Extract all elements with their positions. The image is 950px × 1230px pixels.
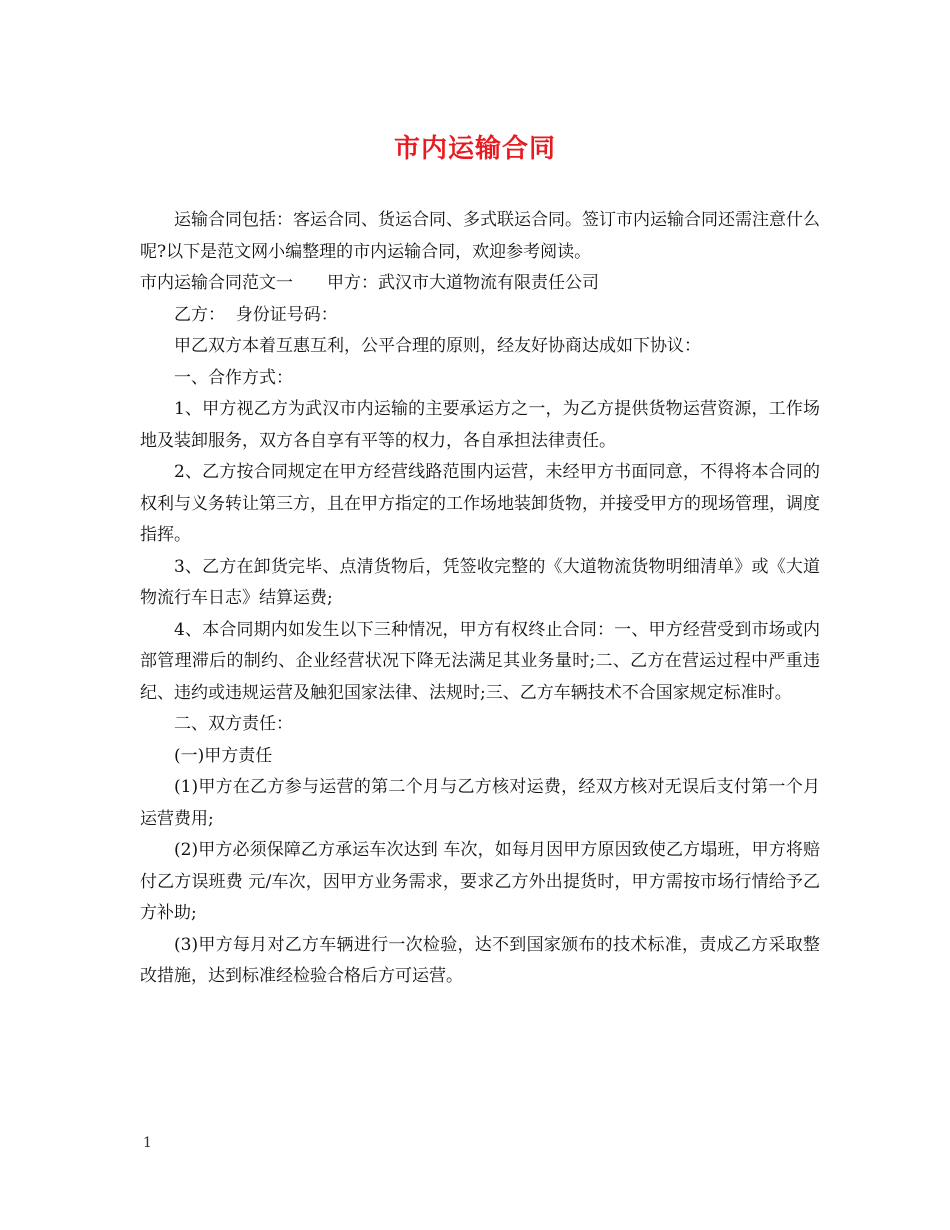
preamble-paragraph: 甲乙双方本着互惠互利，公平合理的原则，经友好协商达成如下协议： [174,336,701,356]
sub-heading-a: (一)甲方责任 [174,745,273,766]
item-3: (3)甲方每月对乙方车辆进行一次检验，达不到国家颁布的技术标准，责成乙方采取整改措施，达到标准经检验合格后方可运营。 [140,934,820,986]
party-a-line [140,268,820,300]
party-a: 甲方：武汉市大道物流有限责任公司 [327,273,599,293]
item-1: (1)甲方在乙方参与运营的第二个月与乙方核对运费，经双方核对无误后支付第一个月运营费用; [140,777,820,829]
party-b-line: 乙方： 身份证号码： [174,304,338,325]
document-title: 市内运输合同 [393,134,556,164]
item-2: (2)甲方必须保障乙方承运车次达到 车次，如每月因甲方原因致使乙方塌班，甲方将赔付乙方误班费 元/车次，因甲方业务需求，要求乙方外出提货时，甲方需按市场行情给予乙方补助; [140,840,820,923]
page-number: 1 [143,1135,152,1151]
clause-1: 1、甲方视乙方为武汉市内运输的主要承运方之一，为乙方提供货物运营资源，工作场地及装卸服务，双方各自享有平等的权力，各自承担法律责任。 [140,399,820,451]
clause-4: 4、本合同期内如发生以下三种情况，甲方有权终止合同：一、甲方经营受到市场或内部管理滞后的制约、企业经营状况下降无法满足其业务量时;二、乙方在营运过程中严重违纪、违约或违规运营及触犯国家法律、法规时;三、乙方车辆技术不合国家规定标准时。 [140,619,820,703]
intro-paragraph: 运输合同包括：客运合同、货运合同、多式联运合同。签订市内运输合同还需注意什么呢?以下是范文网小编整理的市内运输合同，欢迎参考阅读。 [140,210,820,262]
document-body [140,205,820,993]
section-heading-2: 二、双方责任： [174,714,293,734]
clause-3: 3、乙方在卸货完毕、点清货物后，凭签收完整的《大道物流货物明细清单》或《大道物流行车日志》结算运费; [140,556,820,608]
clause-2: 2、乙方按合同规定在甲方经营线路范围内运营，未经甲方书面同意，不得将本合同的权利与义务转让第三方，且在甲方指定的工作场地装卸货物，并接受甲方的现场管理，调度指挥。 [140,462,820,545]
sample-heading: 市内运输合同范文一 [140,273,293,293]
section-heading-1: 一、合作方式： [174,367,293,388]
